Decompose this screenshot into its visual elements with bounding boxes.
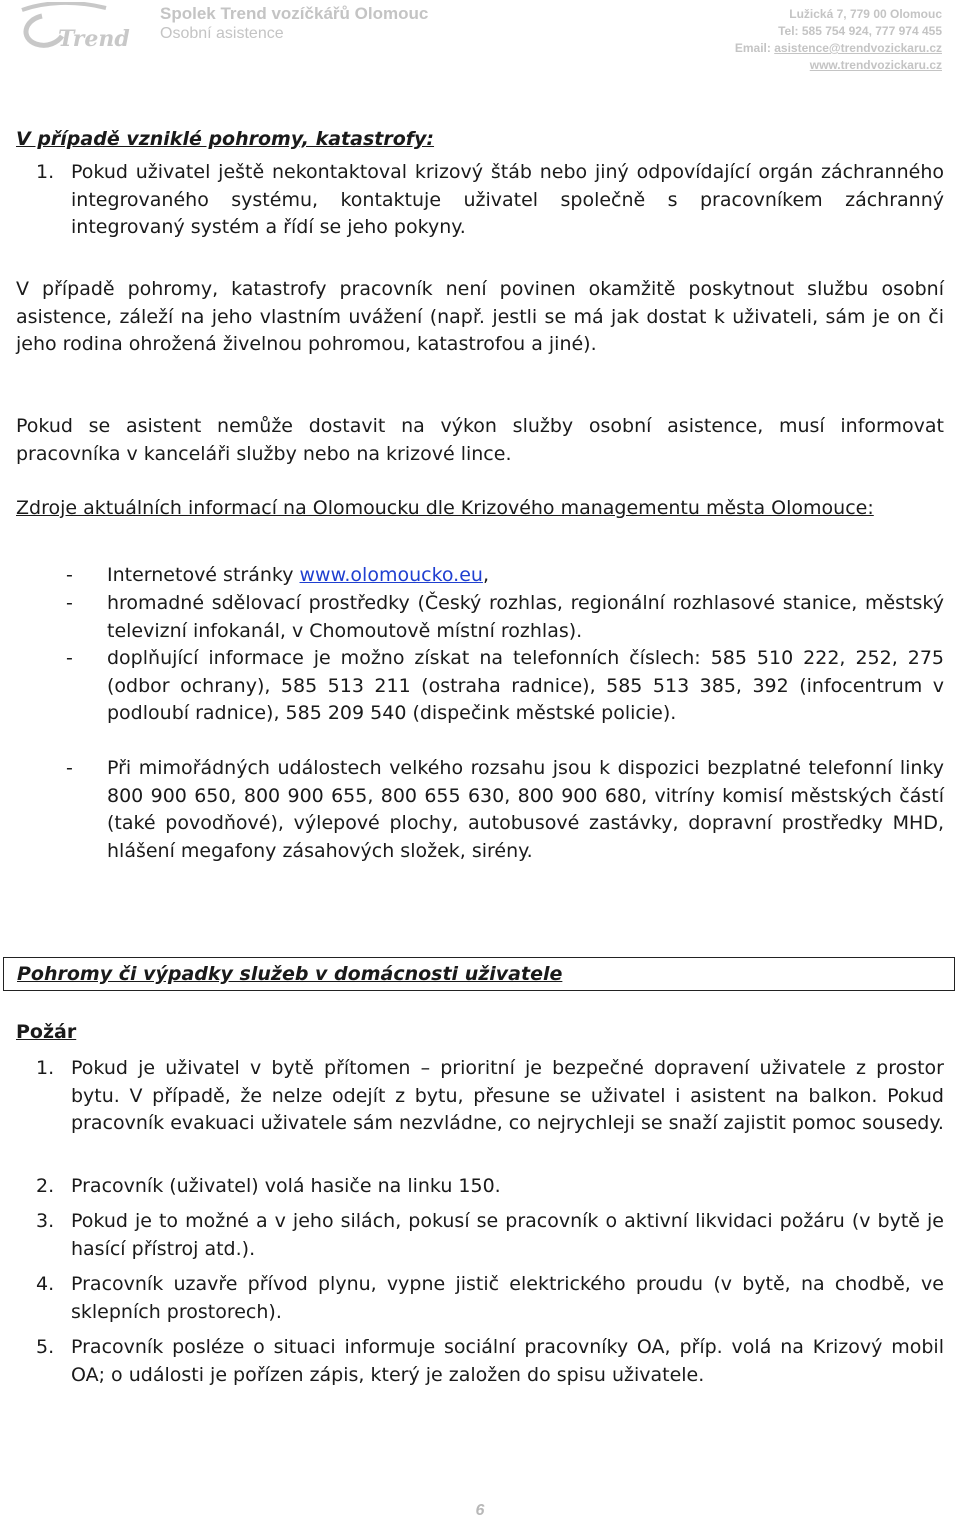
source-bullet-2: - hromadné sdělovací prostředky (Český rozhlas, regionální rozhlasové stanice, městský televizní infokanál, v Chomoutově místní rozhlas). bbox=[66, 592, 944, 642]
disaster-heading: V případě vzniklé pohromy, katastrofy: bbox=[16, 128, 435, 150]
org-subtitle: Osobní asistence bbox=[160, 25, 284, 42]
fire-item-4: 4. Pracovník uzavře přívod plynu, vypne jistič elektrického proudu (v bytě, na chodbě, ve sklepních prostorech). bbox=[36, 1273, 944, 1323]
fire-item-3: 3. Pokud je to možné a v jeho silách, pokusí se pracovník o aktivní likvidaci požáru (v bytě je hasící přístroj atd.). bbox=[36, 1210, 944, 1260]
sources-heading: Zdroje aktuálních informací na Olomoucku dle Krizového managementu města Olomouce: bbox=[16, 497, 874, 519]
source-bullet-1: - Internetové stránky www.olomoucko.eu, bbox=[66, 564, 489, 586]
web-link[interactable]: www.trendvozickaru.cz bbox=[809, 58, 942, 72]
item-number: 1. bbox=[36, 161, 55, 183]
header-center bbox=[160, 4, 428, 44]
email-link[interactable]: asistence@trendvozickaru.cz bbox=[774, 41, 942, 55]
source-bullet-4: - Při mimořádných událostech velkého rozsahu jsou k dispozici bezplatné telefonní linky 800 900 650, 800 900 655, 800 655 630, 800 900 680, vitríny komisí městských částí (také povodňové), výlepové plochy, autobusové zastávky, dopravní prostředky MHD, hlášení megafony zásahových složek, sirény. bbox=[66, 757, 944, 862]
paragraph-duty: V případě pohromy, katastrofy pracovník není povinen okamžitě poskytnout službu osobní asistence, záleží na jeho vlastním uvážení (např. jestli se má jak dostat k uživateli, sám je on či jeho rodina ohrožená živelnou pohromou, katastrofou a jiné). bbox=[16, 278, 944, 355]
svg-text:Trend: Trend bbox=[58, 26, 130, 52]
fire-item-2: 2. Pracovník (uživatel) volá hasiče na linku 150. bbox=[36, 1175, 501, 1197]
trend-logo bbox=[14, 2, 132, 52]
paragraph-absence: Pokud se asistent nemůže dostavit na výkon služby osobní asistence, musí informovat pracovníka v kanceláři služby nebo na krizové lince. bbox=[16, 415, 944, 465]
org-name: Spolek Trend vozíčkářů Olomouc bbox=[160, 4, 429, 23]
page-number: 6 bbox=[475, 1502, 485, 1519]
phone: Tel: 585 754 924, 777 974 455 bbox=[778, 24, 942, 38]
item-text: Pokud uživatel ještě nekontaktoval krizový štáb nebo jiný odpovídající orgán záchranného integrovaného systému, kontaktuje uživatel společně s pracovníkem záchranný integrovaný systém a řídí se jeho pokyny. bbox=[71, 161, 944, 238]
olomoucko-link[interactable]: www.olomoucko.eu bbox=[299, 564, 483, 586]
fire-heading: Požár bbox=[16, 1021, 77, 1043]
header-contact bbox=[735, 6, 942, 74]
fire-item-1: 1. Pokud je uživatel v bytě přítomen – prioritní je bezpečné dopravení uživatele z prostor bytu. V případě, že nelze odejít z bytu, přesune se uživatel i asistent na balkon. Pokud pracovník evakuaci uživatele sám nezvládne, co nejrychleji se snaží zajistit pomoc sousedy. bbox=[36, 1057, 944, 1134]
fire-item-5: 5. Pracovník posléze o situaci informuje sociální pracovníky OA, příp. volá na Krizový mobil OA; o události je pořízen zápis, který je založen do spisu uživatele. bbox=[36, 1336, 944, 1386]
household-section-title: Pohromy či výpadky služeb v domácnosti uživatele bbox=[3, 957, 955, 991]
email-line: Email: asistence@trendvozickaru.cz bbox=[734, 41, 942, 55]
source-bullet-3: - doplňující informace je možno získat na telefonních číslech: 585 510 222, 252, 275 (odbor ochrany), 585 513 211 (ostraha radnice), 585 513 385, 392 (infocentrum v podloubí radnice), 585 209 540 (dispečink městské policie). bbox=[66, 647, 944, 724]
disaster-item-1 bbox=[16, 159, 944, 242]
address: Lužická 7, 779 00 Olomouc bbox=[789, 7, 942, 21]
